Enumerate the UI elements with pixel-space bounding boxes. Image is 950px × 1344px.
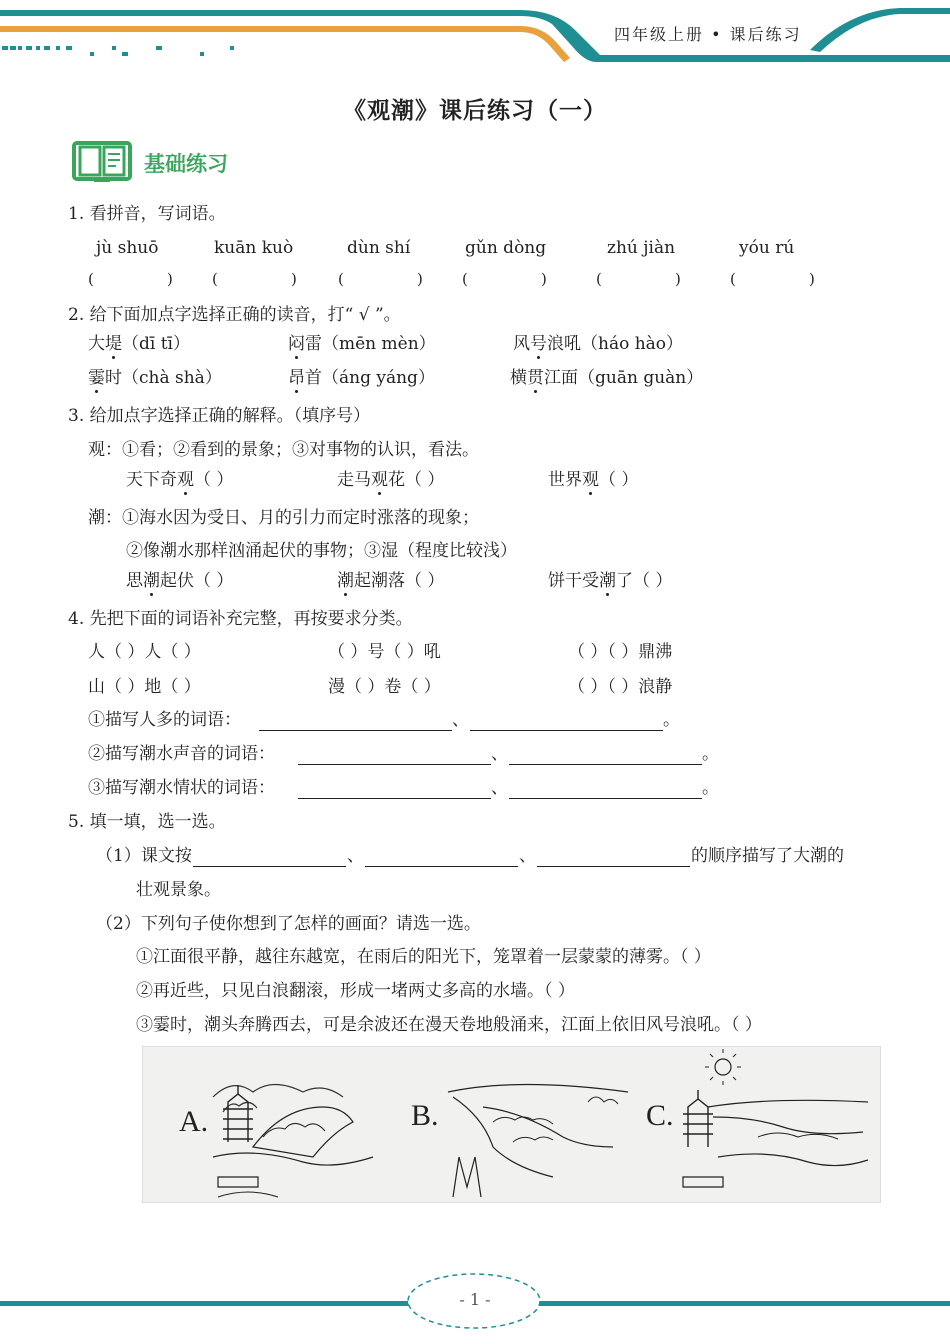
dotted-char: 霎	[88, 368, 105, 388]
q3-chao-item	[548, 569, 672, 593]
q3-chao-definition-2: ②像潮水那样汹涌起伏的事物；③湿（程度比较浅）	[126, 541, 517, 561]
q1-answer-box-open: (	[88, 270, 94, 288]
period: 。	[663, 710, 680, 730]
q3-guan-item	[548, 468, 638, 492]
q3-chao-item	[337, 569, 444, 593]
page-number: - 1 -	[459, 1290, 491, 1309]
q1-answer-box-open: (	[730, 270, 736, 288]
dotted-char: 闷	[288, 334, 305, 354]
q1-answer-box-close: )	[291, 270, 297, 288]
q1-pinyin-5: zhú jiàn	[607, 238, 676, 258]
q3-guan-item	[337, 468, 444, 492]
separator: 、	[491, 744, 508, 764]
q2-word: 时	[105, 368, 122, 388]
q2-options: （áng yáng）	[322, 368, 435, 388]
q4-word-blank[interactable]: 人（ ）人（ ）	[88, 642, 201, 662]
dotted-char: 观	[177, 470, 194, 490]
header-text: 四年级上册 • 课后练习	[614, 25, 802, 44]
period: 。	[702, 744, 719, 764]
dotted-char: 号	[530, 334, 547, 354]
q3-word: 世界	[548, 470, 582, 490]
q5-part1-lead: （1）课文按	[96, 846, 192, 866]
q2-options: （dī tī）	[122, 334, 190, 354]
q2-options: （háo hào）	[581, 334, 684, 354]
q1-answer-box-close: )	[809, 270, 815, 288]
q4-sub-1-label: ①描写人多的词语：	[88, 710, 241, 730]
dotted-char: 潮	[337, 571, 354, 591]
q3-word: 走马	[337, 470, 371, 490]
dotted-char: 潮	[599, 571, 616, 591]
q4-word-blank[interactable]: 山（ ）地（ ）	[88, 677, 201, 697]
q5-sentence-3[interactable]: ③霎时，潮头奔腾西去，可是余波还在漫天卷地般涌来，江面上依旧风号浪吼。（ ）	[136, 1015, 762, 1035]
q5-order-blank[interactable]	[365, 846, 518, 867]
q2-word: 首	[305, 368, 322, 388]
q4-word-blank[interactable]: 漫（ ）卷（ ）	[328, 677, 441, 697]
page-title: 《观潮》课后练习（一）	[343, 98, 607, 124]
q3-stem: 3. 给加点字选择正确的解释。（填序号）	[68, 406, 371, 426]
dotted-char: 昂	[288, 368, 305, 388]
q1-answer-box-close: )	[417, 270, 423, 288]
q2-item	[513, 332, 683, 356]
section-label: 基础练习	[144, 152, 228, 176]
scene-c-label: C.	[646, 1099, 674, 1132]
q4-word-blank[interactable]: （ ）（ ）浪静	[568, 677, 673, 697]
q2-item	[288, 366, 435, 390]
q4-word-blank[interactable]: （ ）（ ）鼎沸	[568, 642, 673, 662]
q2-options: （guān guàn）	[578, 368, 704, 388]
scene-a-label: A.	[179, 1105, 209, 1138]
q3-blank[interactable]: （ ）	[194, 470, 234, 490]
q3-guan-definition: 观：①看；②看到的景象；③对事物的认识，看法。	[88, 440, 479, 460]
q3-blank[interactable]: 起伏（ ）	[160, 571, 234, 591]
q2-word: 大	[88, 334, 105, 354]
q4-sub-3-blank[interactable]	[298, 778, 491, 799]
q3-blank[interactable]: 了（ ）	[616, 571, 673, 591]
dotted-char: 观	[582, 470, 599, 490]
q1-answer-box-close: )	[167, 270, 173, 288]
q1-pinyin-6: yóu rú	[739, 238, 795, 258]
q5-part2-stem: （2）下列句子使你想到了怎样的画面？请选一选。	[96, 914, 481, 934]
q1-pinyin-4: gǔn dòng	[465, 238, 547, 258]
q5-sentence-2[interactable]: ②再近些，只见白浪翻滚，形成一堵两丈多高的水墙。（ ）	[136, 981, 575, 1001]
q2-word: 雷	[305, 334, 322, 354]
q4-sub-2-blank[interactable]	[509, 744, 702, 765]
scene-b-label: B.	[411, 1099, 439, 1132]
q2-item	[510, 366, 703, 390]
q1-answer-box-close: )	[541, 270, 547, 288]
q4-sub-1-blank[interactable]	[470, 710, 663, 731]
dotted-char: 贯	[527, 368, 544, 388]
q4-sub-3-blank[interactable]	[509, 778, 702, 799]
q4-stem: 4. 先把下面的词语补充完整，再按要求分类。	[68, 609, 413, 629]
q2-options: （mēn mèn）	[322, 334, 436, 354]
q5-order-blank[interactable]	[193, 846, 346, 867]
q5-part1-line2: 壮观景象。	[136, 880, 221, 900]
q4-sub-1-blank[interactable]	[259, 710, 452, 731]
book-icon	[72, 141, 132, 183]
q1-answer-box-open: (	[338, 270, 344, 288]
q2-word: 江面	[544, 368, 578, 388]
q2-word: 风	[513, 334, 530, 354]
q1-answer-box-close: )	[675, 270, 681, 288]
q4-word-blank[interactable]: （ ）号（ ）吼	[328, 642, 441, 662]
q1-stem: 1. 看拼音，写词语。	[68, 204, 226, 224]
q1-pinyin-2: kuān kuò	[214, 238, 294, 258]
q4-sub-2-blank[interactable]	[298, 744, 491, 765]
q1-answer-box-open: (	[596, 270, 602, 288]
q3-guan-item	[126, 468, 233, 492]
q3-blank[interactable]: 起潮落（ ）	[354, 571, 445, 591]
separator: 、	[519, 846, 536, 866]
scene-c-drawing	[638, 1047, 878, 1202]
dotted-char: 潮	[143, 571, 160, 591]
q2-item	[88, 332, 190, 356]
illustration-panel	[142, 1046, 881, 1203]
q5-order-blank[interactable]	[537, 846, 690, 867]
q2-options: （chà shà）	[122, 368, 222, 388]
q2-word: 横	[510, 368, 527, 388]
dotted-char: 观	[371, 470, 388, 490]
q4-sub-3-label: ③描写潮水情状的词语：	[88, 778, 275, 798]
q1-pinyin-1: jù shuō	[96, 238, 159, 258]
q3-word: 思	[126, 571, 143, 591]
q2-stem: 2. 给下面加点字选择正确的读音，打“ √ ”。	[68, 305, 401, 325]
q1-answer-box-open: (	[212, 270, 218, 288]
period: 。	[702, 778, 719, 798]
q3-blank[interactable]: 花（ ）	[388, 470, 445, 490]
q1-answer-box-open: (	[462, 270, 468, 288]
q2-item	[288, 332, 436, 356]
separator: 、	[491, 778, 508, 798]
q4-sub-2-label: ②描写潮水声音的词语：	[88, 744, 275, 764]
q1-pinyin-3: dùn shí	[347, 238, 411, 258]
q2-word: 浪吼	[547, 334, 581, 354]
q3-word: 饼干受	[548, 571, 599, 591]
q5-sentence-1[interactable]: ①江面很平静，越往东越宽，在雨后的阳光下，笼罩着一层蒙蒙的薄雾。（ ）	[136, 947, 711, 967]
q5-stem: 5. 填一填，选一选。	[68, 812, 226, 832]
dotted-char: 堤	[105, 334, 122, 354]
q3-chao-item	[126, 569, 233, 593]
q2-item	[88, 366, 222, 390]
header-decoration	[0, 0, 950, 70]
separator: 、	[347, 846, 364, 866]
q3-blank[interactable]: （ ）	[599, 470, 639, 490]
q3-word: 天下奇	[126, 470, 177, 490]
q3-chao-definition-1: 潮：①海水因为受日、月的引力而定时涨落的现象；	[88, 508, 479, 528]
q5-part1-tail: 的顺序描写了大潮的	[691, 846, 844, 866]
separator: 、	[452, 710, 469, 730]
